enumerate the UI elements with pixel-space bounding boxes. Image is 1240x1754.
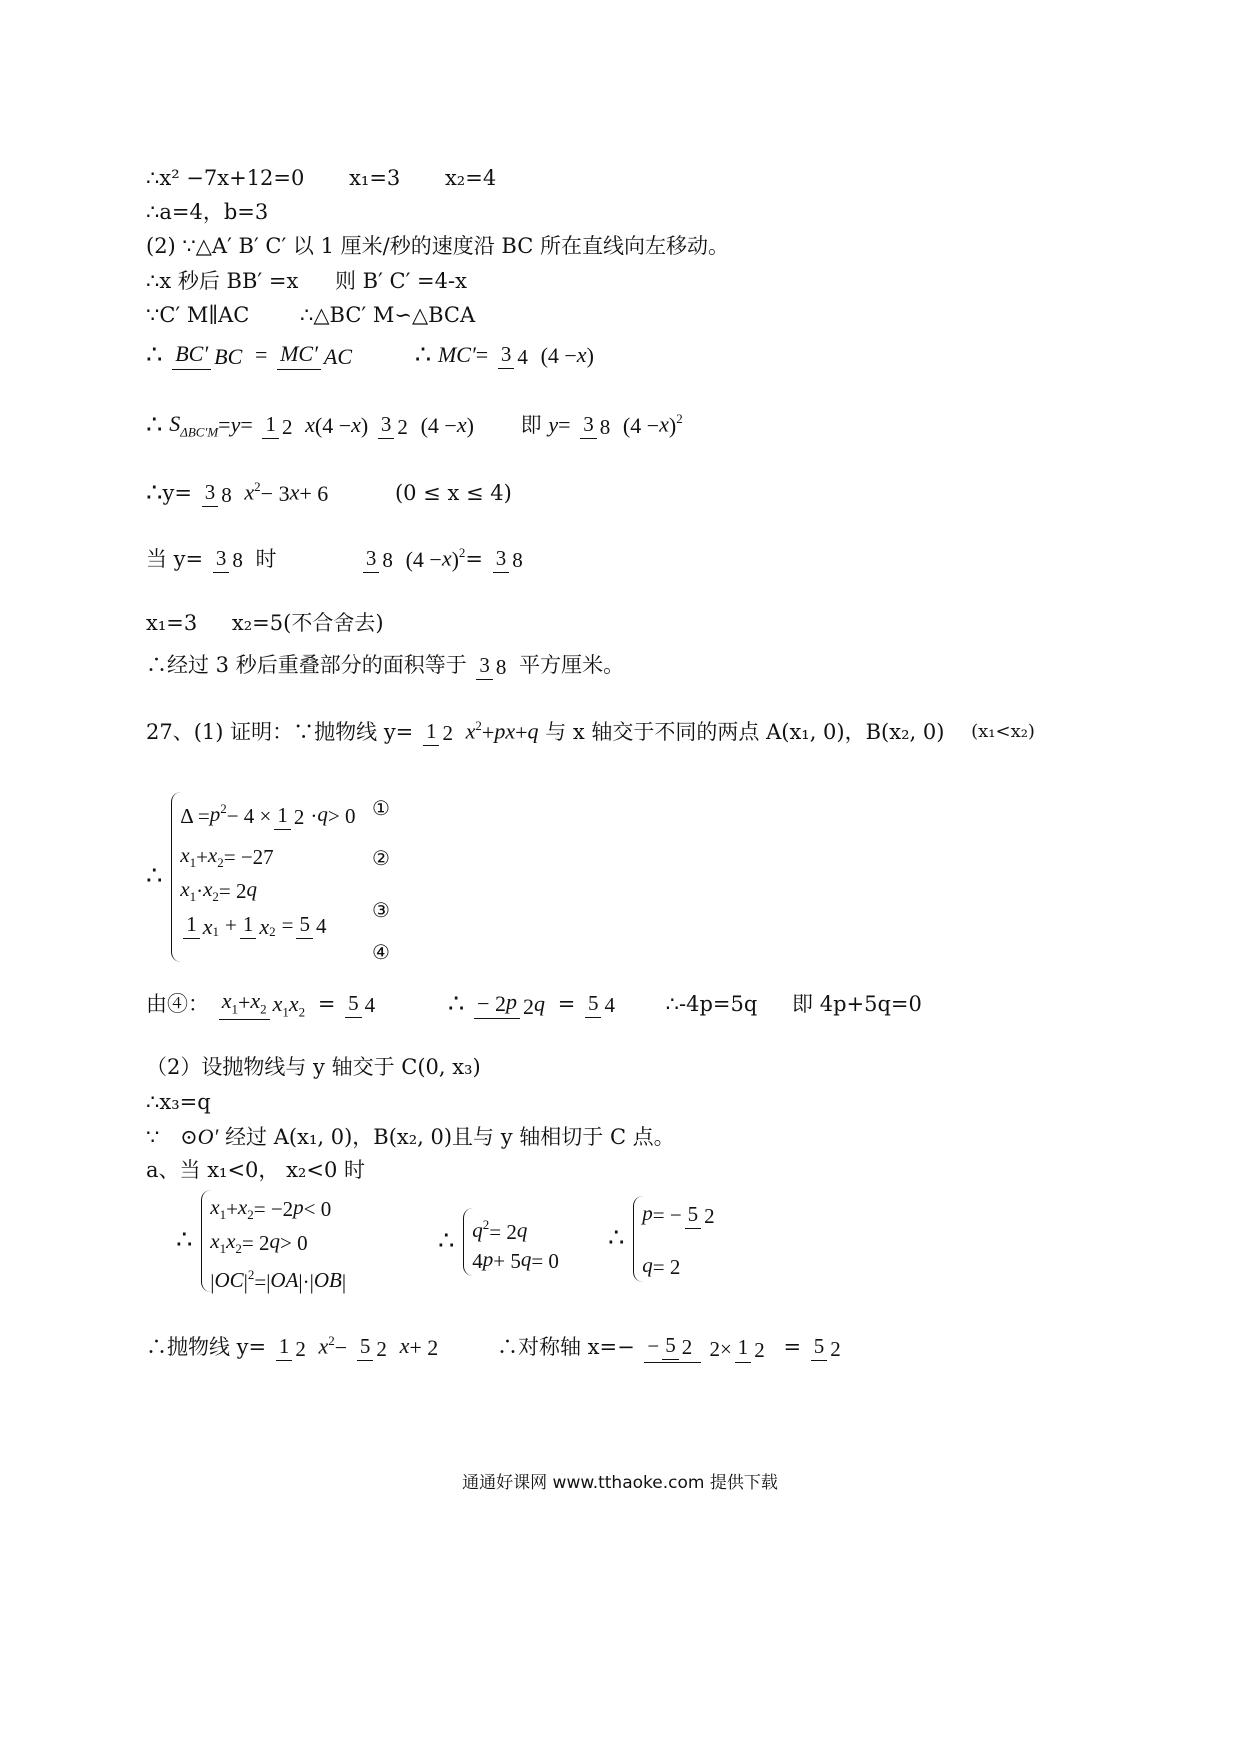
marker-1: ① bbox=[372, 796, 390, 820]
root-x2: x₂=4 bbox=[444, 165, 497, 190]
text-line: ∴a=4，b=3 bbox=[146, 200, 269, 224]
conclusion-line: ∴经过 3 秒后重叠部分的面积等于 3 8 平方厘米。 bbox=[146, 652, 625, 680]
text-line: ∴x₃=q bbox=[146, 1090, 211, 1114]
marker-3: ③ bbox=[372, 898, 390, 922]
root-x1: x₁=3 bbox=[349, 165, 401, 190]
condition-line: 当 y= 3 8 时 3 8 $(4 -x)^2= 3$ 8 bbox=[146, 545, 523, 573]
text-line: ∴x 秒后 BB′ =x 则 B′ C′ =4-x bbox=[146, 268, 467, 293]
text-line: a、当 x₁<0， x₂<0 时 bbox=[146, 1158, 365, 1182]
quadratic-equation: ∴x² −7x+12=0 bbox=[146, 165, 305, 190]
area-equation: ∴ $S_{\Delta BC'M}=y= 1$ 2 x(4 −x) 3 2 (4 −x) 即 y= 3 8 $(4 -x)^2$ bbox=[146, 410, 683, 440]
question-27: 27、(1) 证明：∵抛物线 y= 1 2 $x^2+px+q$ 与 x 轴交于不同的两点 A(x₁, 0)，B(x₂, 0) (x₁<x₂) bbox=[146, 718, 1035, 746]
equation-system-4: ∴ p= − 5 2 q= 2 bbox=[608, 1196, 721, 1282]
derivation-line: 由④： $x_1+x_2$ $x_1x_2 = 5$ 4 ∴ − 2p 2q = 5 4 ∴-4p=5q 即 4p+5q=0 bbox=[146, 988, 922, 1019]
equation-line bbox=[146, 165, 496, 191]
equation-system-2: ∴ $x_1+x_2= -2p< 0$ $x_1x_2= 2q> 0$ $|OC|^2=|OA|\cdot|OB|$ bbox=[176, 1190, 346, 1292]
equation-system-3: ∴ $q^2= 2q$ 4p+ 5q= 0 bbox=[438, 1208, 559, 1276]
domain-condition: (0 ≤ x ≤ 4) bbox=[394, 481, 512, 505]
roots-line: x₁=3 x₂=5(不合舍去) bbox=[146, 610, 384, 635]
marker-4: ④ bbox=[372, 940, 390, 964]
page-footer: 通通好课网 www.tthaoke.com 提供下载 bbox=[462, 1473, 778, 1493]
parabola-line: ∴抛物线 y= 1 2 $x^2- 5$ 2 x+ 2 ∴对称轴 x=− − 5 2 2× 1 2 = 5 2 bbox=[146, 1332, 841, 1362]
text-line: (2) ∵△A′ B′ C′ 以 1 厘米/秒的速度沿 BC 所在直线向左移动。 bbox=[146, 234, 729, 258]
ratio-equation: ∴ BC′ BC = MC′ AC ∴ MC′= 3 4 (4 −x) bbox=[146, 340, 594, 370]
function-equation: ∴y= 3 8 $x^2- 3x+ 6$ (0 ≤ x ≤ 4) bbox=[146, 478, 512, 508]
marker-2: ② bbox=[372, 846, 390, 870]
text-line: （2）设抛物线与 y 轴交于 C(0, x₃) bbox=[146, 1055, 481, 1079]
text-line: ∵C′ M∥AC ∴△BC′ M∽△BCA bbox=[146, 302, 476, 327]
equation-system-1: ∴ $\Delta =p^2- 4 \times 1$ 2 ·q> 0 $x_1+x_2= -27$ $x_1\cdot x_2= 2q$ 1 $x_1 + 1$ $x_2 = 5$ 4 bbox=[146, 792, 355, 962]
text-line: ∵ ⊙O′ 经过 A(x₁, 0)，B(x₂, 0)且与 y 轴相切于 C 点。 bbox=[146, 1124, 675, 1150]
